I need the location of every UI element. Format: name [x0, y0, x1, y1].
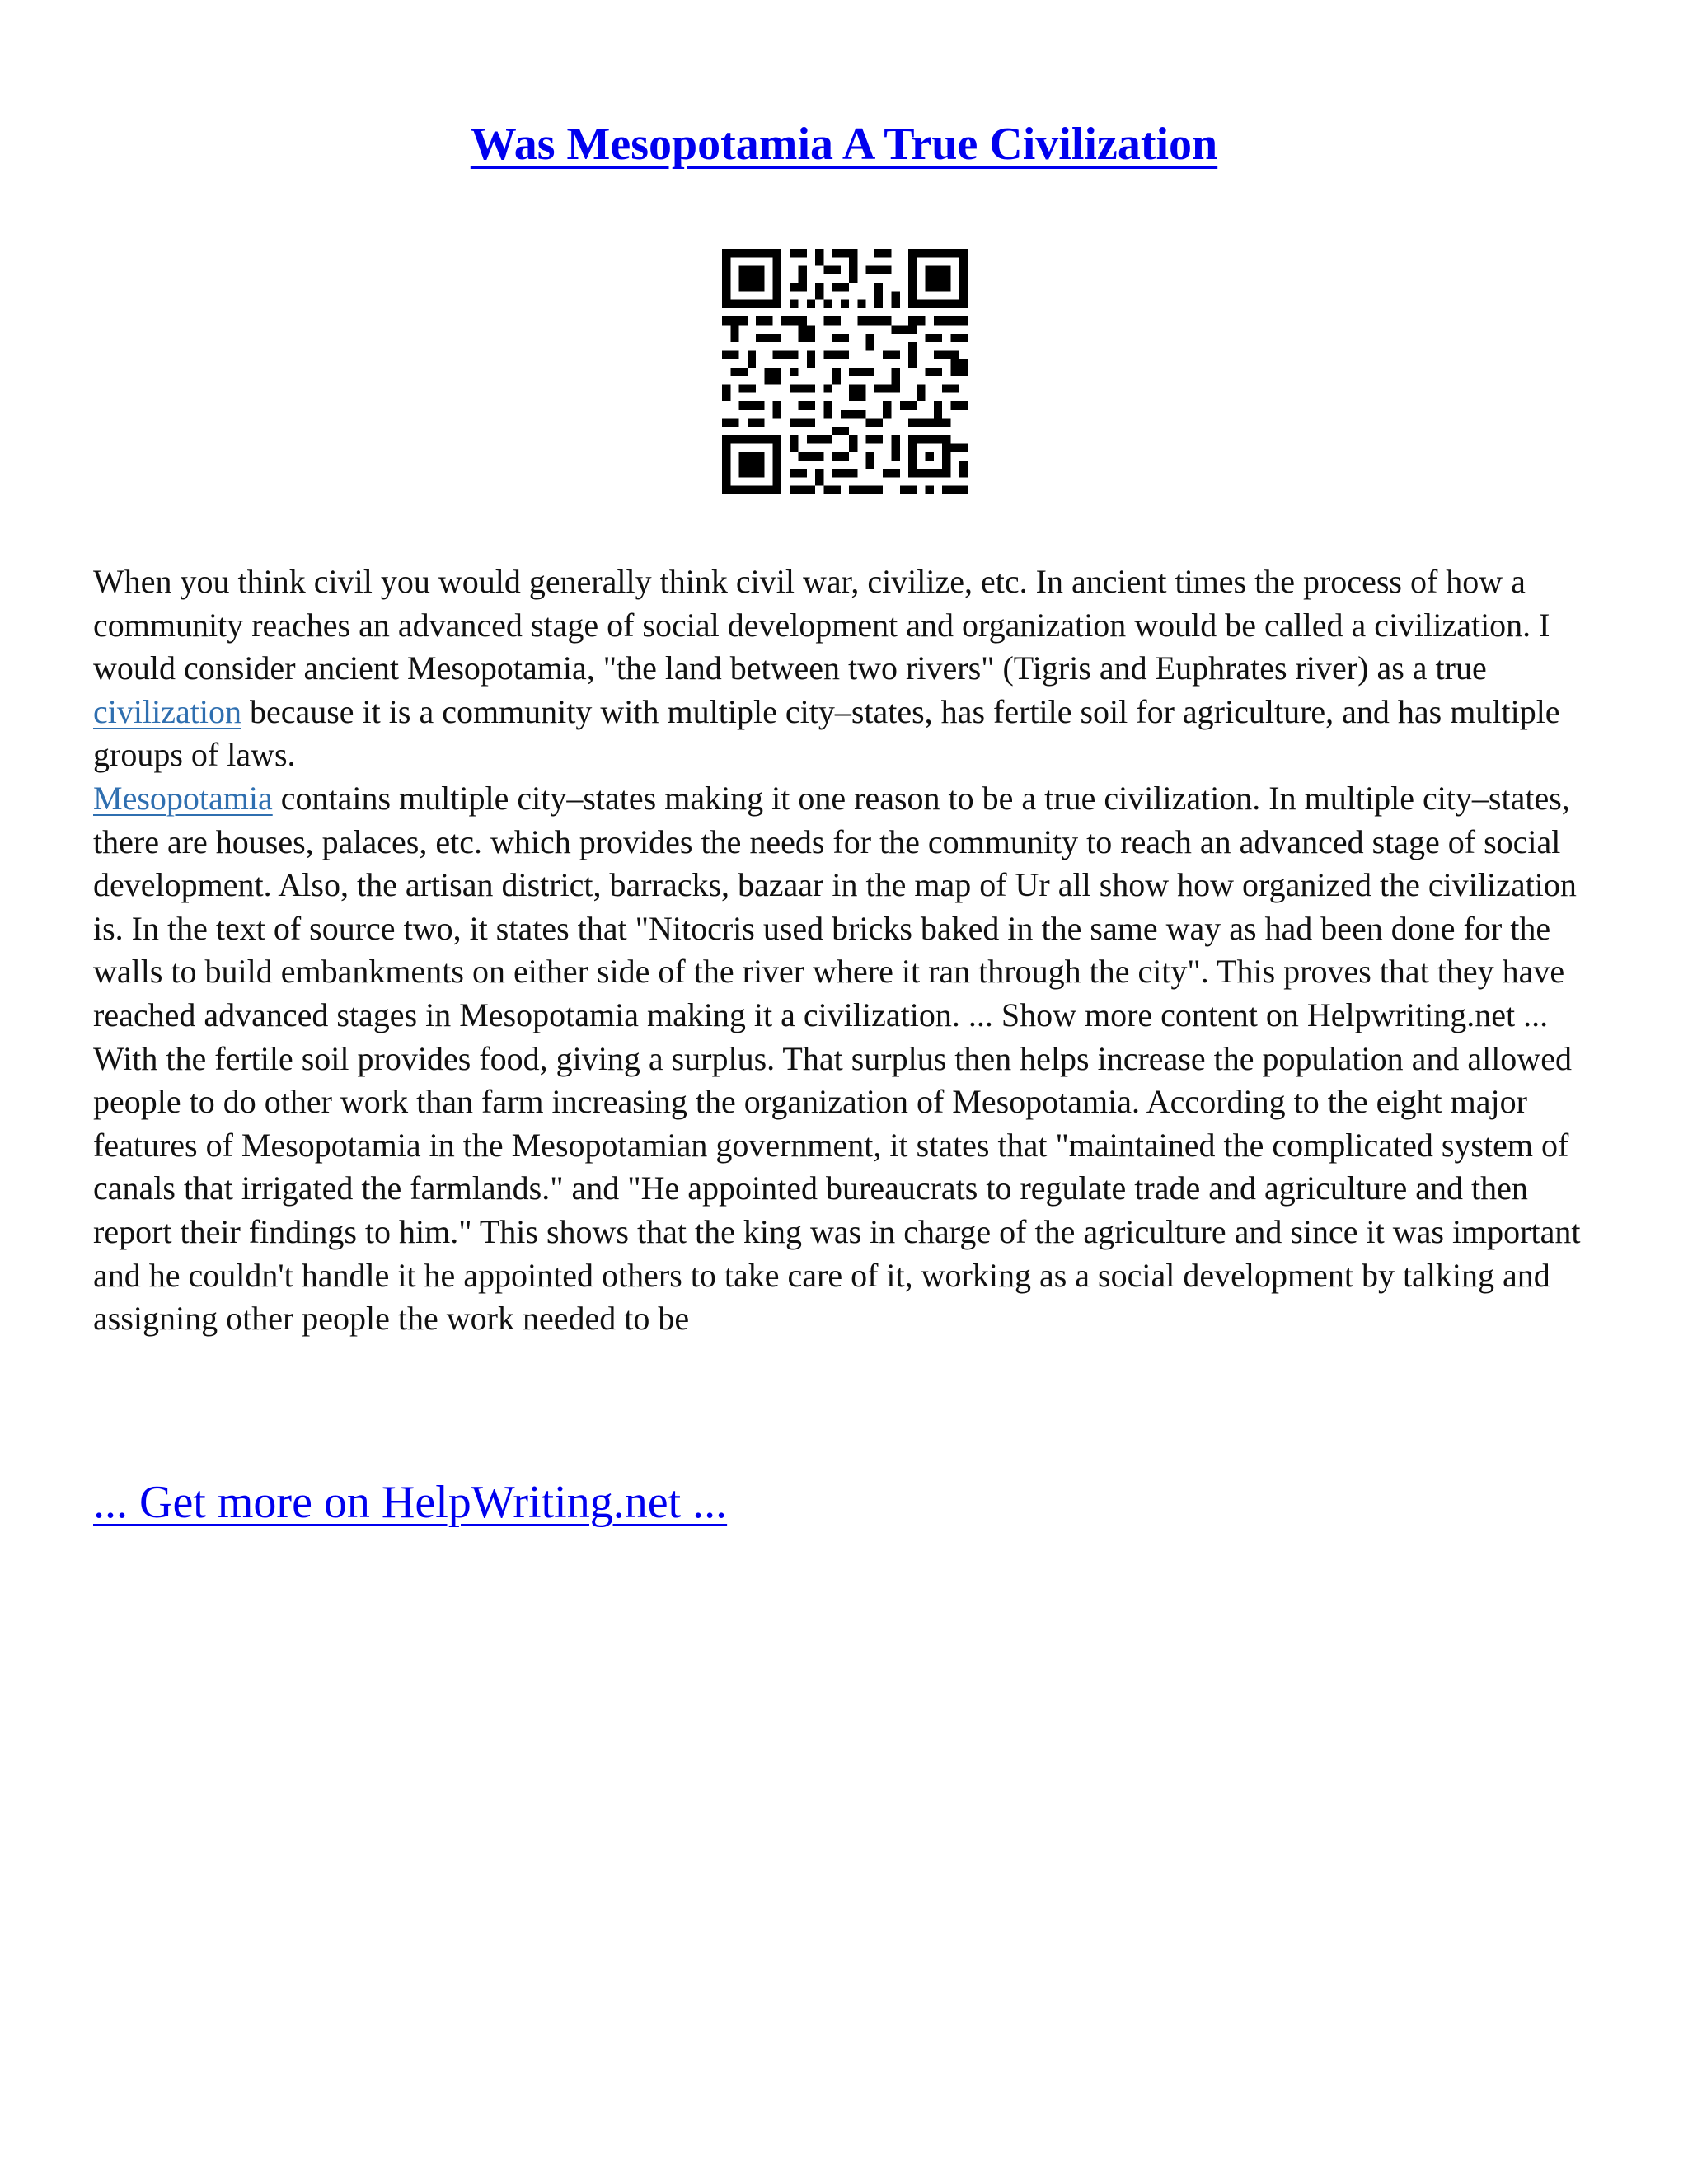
paragraph-3 [93, 1038, 1610, 1341]
page-title [0, 115, 1688, 173]
paragraph-2-text: contains multiple city–states making it one reason to be a true civilization. In multiple city–states, there are houses, palaces, etc. which provides the needs for the community to reach an advanced stage of social development. Also, the artisan district, barracks, bazaar in the map of Ur all show how organized the civilization is. In the text of source two, it states that "Nitocris used bricks baked in the same way as had been done for the walls to build embankments on either side of the river where it ran through the city". This proves that they have reached advanced stages in Mesopotamia making it a civilization. ... Show more content on Helpwriting.net ... [93, 779, 1577, 1033]
paragraph-2 [93, 777, 1610, 1038]
paragraph-1 [93, 560, 1610, 777]
mesopotamia-link[interactable]: Mesopotamia [93, 779, 273, 817]
civilization-link[interactable]: civilization [93, 692, 241, 730]
paragraph-1-text-b: because it is a community with multiple city–states, has fertile soil for agriculture, and has multiple groups of laws. [93, 692, 1560, 774]
get-more-link[interactable]: ... Get more on HelpWriting.net ... [93, 1477, 728, 1528]
title-link[interactable]: Was Mesopotamia A True Civilization [470, 119, 1218, 170]
qr-code-icon [722, 249, 968, 494]
paragraph-1-text-a: When you think civil you would generally think civil war, civilize, etc. In ancient times the process of how a community reaches an advanced stage of social development and organization would be called a civilization. I would consider ancient Mesopotamia, "the land between two rivers" (Tigris and Euphrates river) as a true [93, 563, 1550, 687]
paragraph-3-text: With the fertile soil provides food, giving a surplus. That surplus then helps increase the population and allowed people to do other work than farm increasing the organization of Mesopotamia. According to the eight major features of Mesopotamia in the Mesopotamian government, it states that "maintained the complicated system of canals that irrigated the farmlands." and "He appointed bureaucrats to regulate trade and agriculture and then report their findings to him." This shows that the king was in charge of the agriculture and since it was important and he couldn't handle it he appointed others to take care of it, working as a social development by talking and assigning other people the work needed to be [93, 1039, 1581, 1338]
article-body [93, 560, 1610, 1341]
